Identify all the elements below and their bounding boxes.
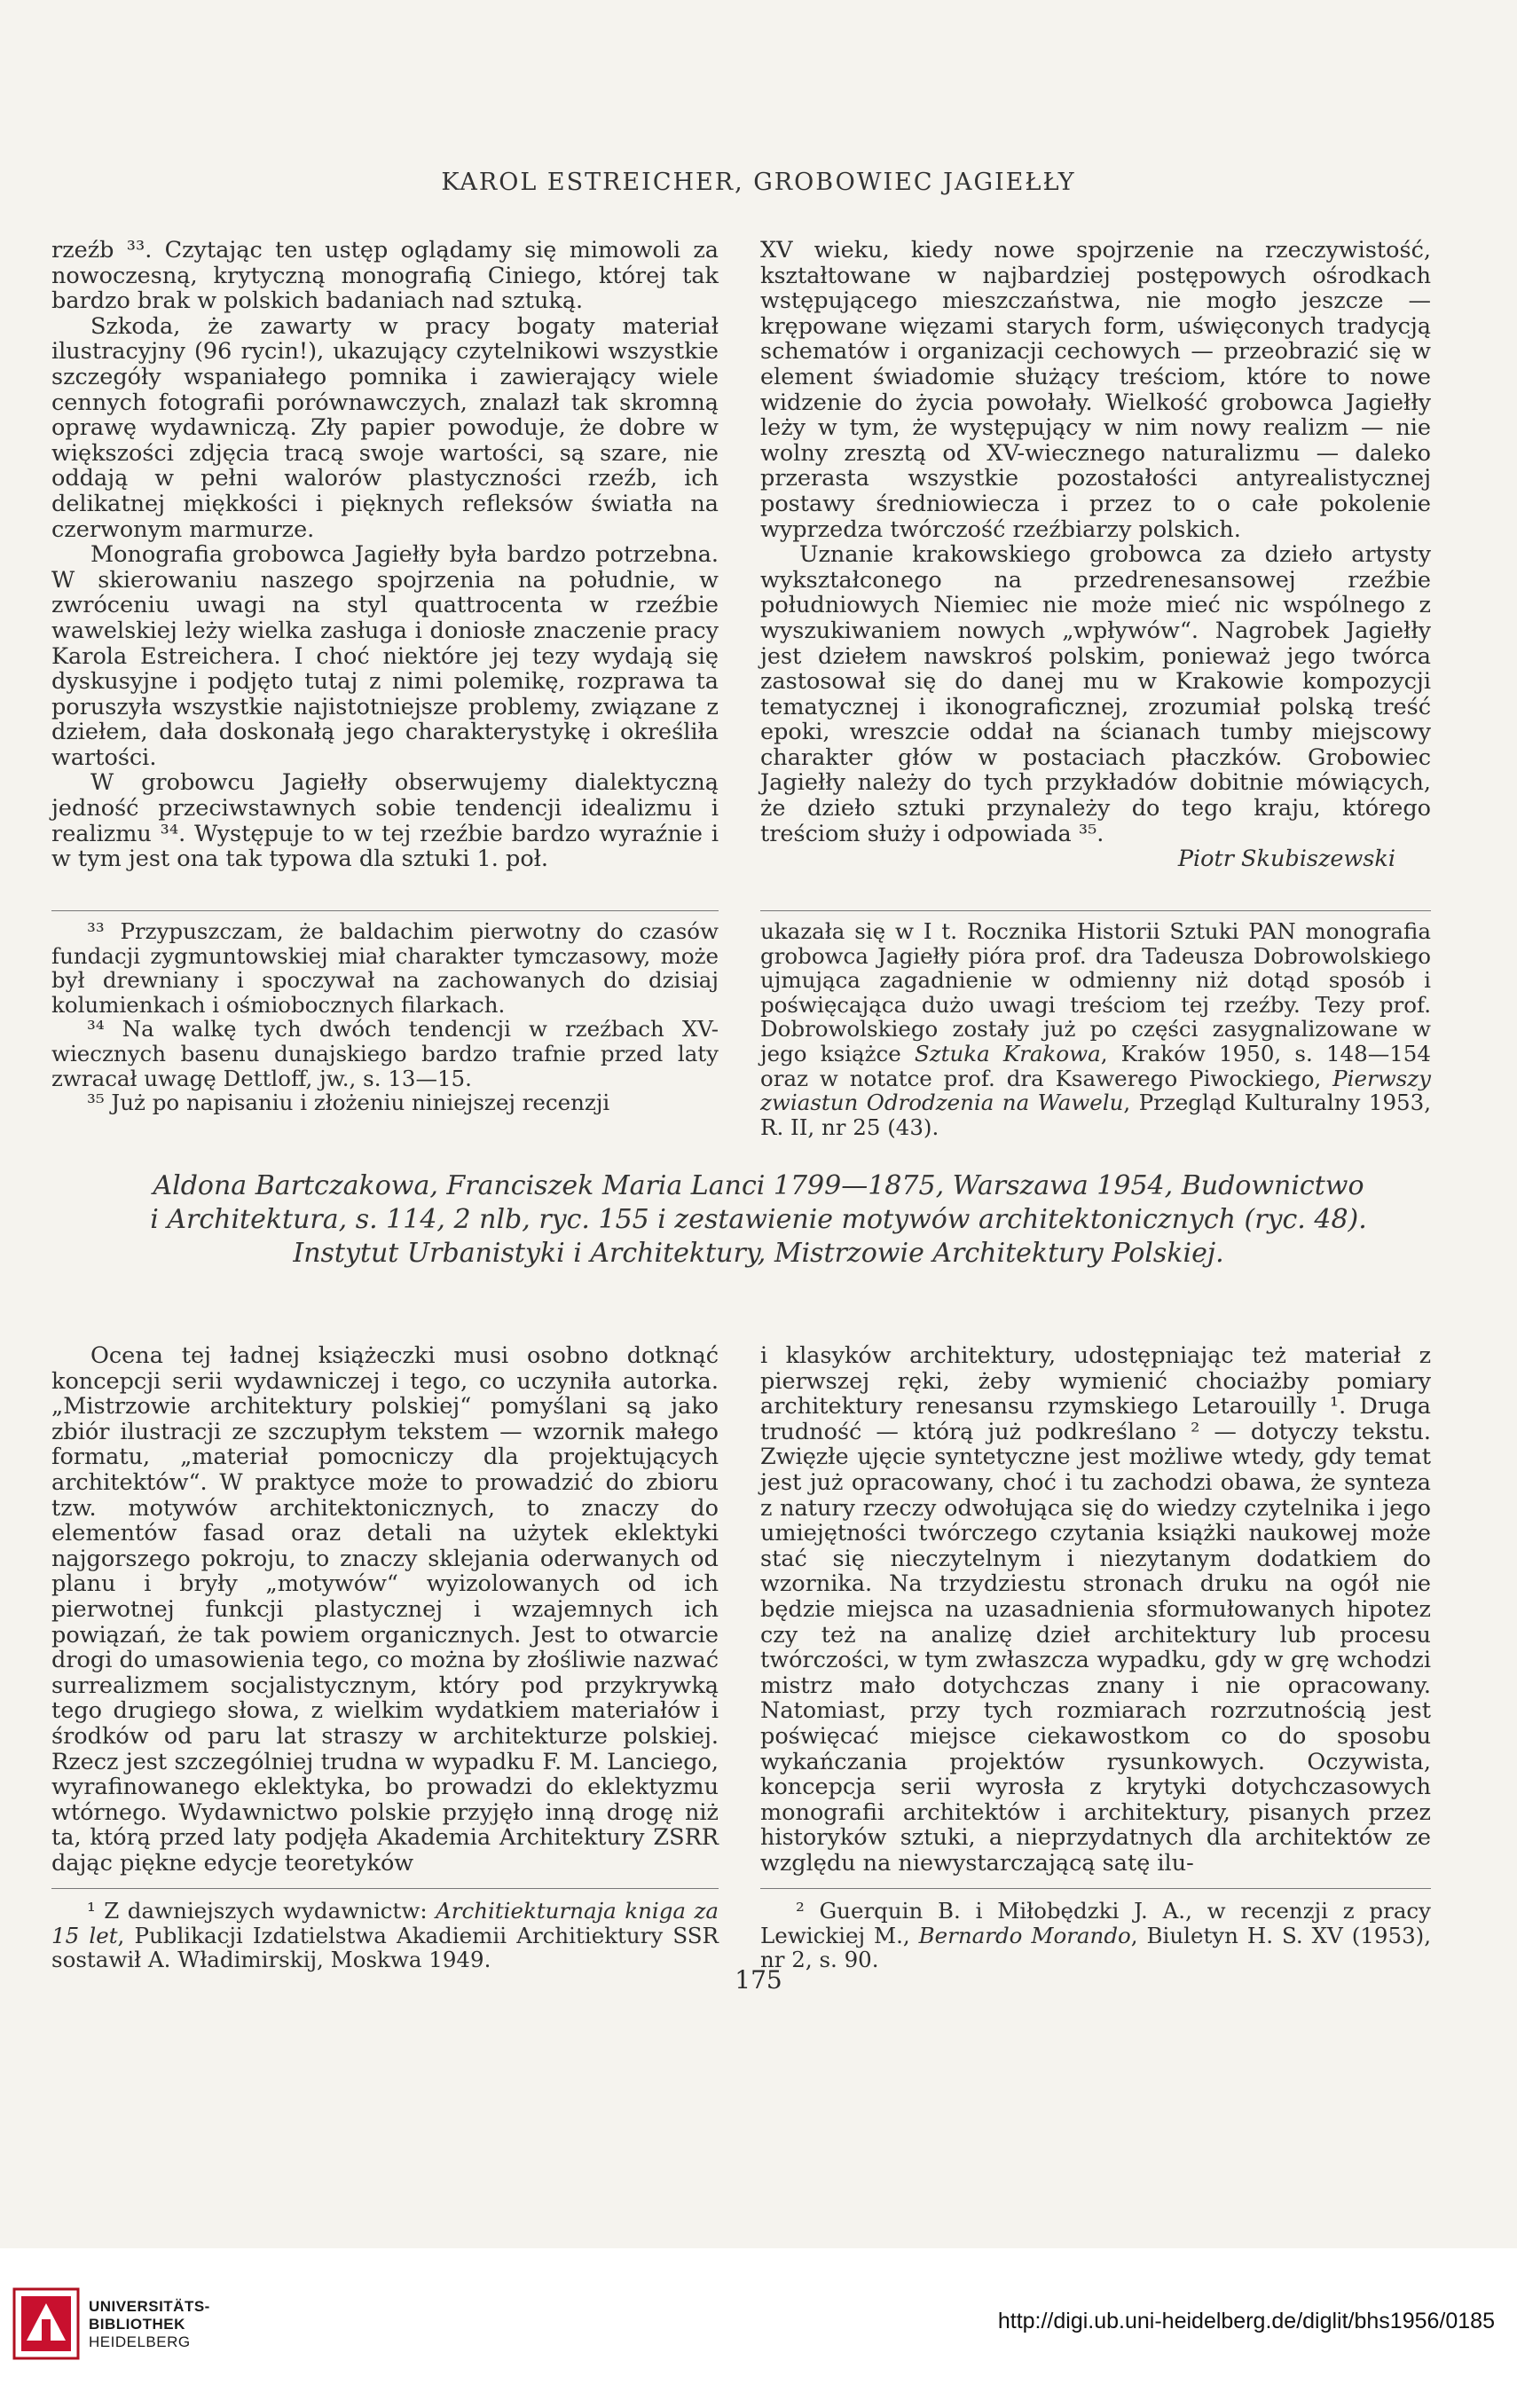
footnotes-upper-right xyxy=(760,919,1431,1139)
footnote: ³⁴ Na walkę tych dwóch tendencji w rzeźbach XV-wiecznych basenu dunajskiego bardzo trafnie przed laty zwracał uwagę Dettloff, jw., s. 13—15. xyxy=(51,1016,719,1091)
upper-right-column xyxy=(760,238,1431,872)
digitization-footer xyxy=(0,2248,1517,2408)
paragraph: i klasyków architektury, udostępniając też materiał z pierwszej ręki, żeby wymienić chociażby pomiary architektury renesansu rzymskiego Letarouilly ¹. Druga trudność — którą już podkreślano ² — dotyczy tekstu. Zwięzłe ujęcie syntetyczne jest możliwe wtedy, gdy temat jest już opracowany, choć i tu zachodzi obawa, że synteza z natury rzeczy odwołująca się do wiedzy czytelnika i jego umiejętności twórczego czytania książki naukowej może stać się nieczytelnym i niezytanym dodatkiem do wzornika. Na trzydziestu stronach druku na ogół nie będzie miejsca na uzasadnienia sformułowanych hipotez czy też na analizę dzieł architektury lub procesu twórczości, w tym zwłaszcza wypadku, gdy w grę wchodzi mistrz mało dotychczas znany i nie opracowany. Natomiast, przy tych rozmiarach rozrzutnością jest poświęcać miejsce ciekawostkom co do sposobu wykańczania projektów rysunkowych. Oczywista, koncepcja serii wyrosła z krytyki dotychczasowych monografii architektów i architektury, pisanych przez historyków sztuki, a nieprzydatnych dla architektów ze względu na niewystarczającą satę ilu- xyxy=(760,1342,1431,1877)
footnote: ³⁵ Już po napisaniu i złożeniu niniejszej recenzji xyxy=(87,1090,610,1116)
signature: Piotr Skubiszewski xyxy=(1177,846,1395,873)
footnote-separator xyxy=(51,1888,719,1889)
review-title xyxy=(53,1169,1464,1271)
paragraph: W grobowcu Jagiełły obserwujemy dialektyczną jedność przeciwstawnych sobie tendencji idealizmu i realizmu ³⁴. Występuje to w tej rzeźbie bardzo wyraźnie i w tym jest ona tak typowa dla sztuki 1. poł. xyxy=(51,769,719,873)
footnote-separator xyxy=(760,910,1431,911)
footnote-separator xyxy=(760,1888,1431,1889)
library-name: UNIVERSITÄTS- BIBLIOTHEK HEIDELBERG xyxy=(89,2298,210,2350)
paragraph: Szkoda, że zawarty w pracy bogaty materiał ilustracyjny (96 rycin!), ukazujący czytelnikowi wszystkie szczegóły wspaniałego pomnika i zawierający wiele cennych fotografii porównawczych, znalazł tak skromną oprawę wydawniczą. Zły papier powoduje, że dobre w większości zdjęcia tracą swoje wartości, są szare, nie oddają w pełni walorów plastyczności rzeźb, ich delikatnej miękkości i pięknych refleksów światła na czerwonym marmurze. xyxy=(51,312,719,543)
footnote-separator xyxy=(51,910,719,911)
footnote: ³³ Przypuszczam, że baldachim pierwotny do czasów fundacji zygmuntowskiej miał charakter tymczasowy, może był drewniany i spoczywał na zachowanych do dzisiaj kolumienkach i ośmiobocznych filarkach. xyxy=(51,918,719,1018)
footnotes-lower-right xyxy=(760,1899,1431,1972)
footnote: ² Guerquin B. i Miłobędzki J. A., w recenzji z pracy Lewickiej M., Bernardo Morando, Biuletyn H. S. XV (1953), nr 2, s. 90. xyxy=(760,1898,1432,1973)
title-line: i Architektura, s. 114, 2 nlb, ryc. 155 i zestawienie motywów architektonicznych (ryc. 48). xyxy=(150,1204,1367,1235)
title-line: Instytut Urbanistyki i Architektury, Mistrzowie Architektury Polskiej. xyxy=(293,1238,1224,1269)
footnotes-lower-left xyxy=(51,1899,719,1972)
footnotes-upper-left xyxy=(51,919,719,1115)
title-line: Aldona Bartczakowa, Franciszek Maria Lanci 1799—1875, Warszawa 1954, Budownictwo xyxy=(153,1170,1364,1201)
footnote: ¹ Z dawniejszych wydawnictw: Architiekturnaja kniga za 15 let, Publikacji Izdatielstwa Akadiemii Architiektury SSR sostawił A. Władimirskij, Moskwa 1949. xyxy=(51,1898,719,1973)
page-number: 175 xyxy=(735,1965,782,1995)
source-url-link[interactable]: http://digi.ub.uni-heidelberg.de/diglit/bhs1956/0185 xyxy=(997,2309,1495,2333)
lower-right-column xyxy=(760,1343,1431,1876)
paragraph: Monografia grobowca Jagiełły była bardzo potrzebna. W skierowaniu naszego spojrzenia na południe, w zwróceniu uwagi na styl quattrocenta w rzeźbie wawelskiej leży wielka zasługa i doniosłe znaczenie pracy Karola Estreichera. I choć niektóre jej tezy wydają się dyskusyjne i podjęto tutaj z nimi polemikę, rozprawa ta poruszyła wszystkie najistotniejsze problemy, związane z dziełem, dała doskonałą jego charakterystykę i określiła wartości. xyxy=(51,541,719,771)
footnote-continuation: ukazała się w I t. Rocznika Historii Sztuki PAN monografia grobowca Jagiełły pióra prof. dra Tadeusza Dobrowolskiego ujmująca zagadnienie w odmienny niż dotąd sposób i poświęcająca dużo uwagi treściom tej rzeźby. Tezy prof. Dobrowolskiego zostały już po części zasygnalizowane w jego książce Sztuka Krakowa, Kraków 1950, s. 148—154 oraz w notatce prof. dra Ksawerego Piwockiego, Pierwszy zwiastun Odrodzenia na Wawelu, Przegląd Kulturalny 1953, R. II, nr 25 (43). xyxy=(760,918,1431,1140)
paragraph: Ocena tej ładnej książeczki musi osobno dotknąć koncepcji serii wydawniczej i tego, co uczyniła autorka. „Mistrzowie architektury polskiej“ pomyślani są jako zbiór ilustracji ze szczupłym tekstem — wzornik małego formatu, „materiał pomocniczy dla projektujących architektów“. W praktyce może to prowadzić do zbioru tzw. motywów architektonicznych, to znaczy do elementów fasad oraz detali na użytek eklektyki najgorszego pokroju, to znaczy sklejania oderwanych od planu i bryły „motywów“ wyizolowanych od ich pierwotnej funkcji plastycznej i wzajemnych ich powiązań, że tak powiem organicznych. Jest to otwarcie drogi do umasowienia tego, co można by złośliwie nazwać surrealizmem socjalistycznym, który pod przykrywką tego drugiego słowa, z wielkim wydatkiem materiałów i środków od paru lat straszy w architekturze polskiej. Rzecz jest szczególniej trudna w wypadku F. M. Lanciego, wyrafinowanego eklektyka, bo prowadzi do eklektyzmu wtórnego. Wydawnictwo polskie przyjęło inną drogę niż ta, którą przed laty podjęła Akademia Architektury ZSRR dając piękne edycje teoretyków xyxy=(51,1342,719,1877)
paragraph: Uznanie krakowskiego grobowca za dzieło artysty wykształconego na przedrenesansowej rzeźbie południowych Niemiec nie może mieć nic wspólnego z wyszukiwaniem nowych „wpływów“. Nagrobek Jagiełły jest dziełem nawskroś polskim, ponieważ jego twórca zastosował się do danej mu w Krakowie kompozycji tematycznej i ikonograficznej, zrozumiał polską treść epoki, wreszcie oddał na ścianach tumby miejscowy charakter głów w postaciach płaczków. Grobowiec Jagiełły należy do tych przykładów dobitnie mówiących, że dzieło sztuki przynależy do tego kraju, którego treściom służy i odpowiada ³⁵. xyxy=(760,541,1431,847)
paragraph: rzeźb ³³. Czytając ten ustęp oglądamy się mimowoli za nowoczesną, krytyczną monografią Ciniego, której tak bardzo brak w polskich badaniach nad sztuką. xyxy=(51,237,719,315)
upper-left-column xyxy=(51,238,719,872)
lower-left-column xyxy=(51,1343,719,1876)
running-head: KAROL ESTREICHER, GROBOWIEC JAGIEŁŁY xyxy=(441,169,1076,196)
paragraph: XV wieku, kiedy nowe spojrzenie na rzeczywistość, kształtowane w najbardziej postępowych ośrodkach wstępującego mieszczaństwa, nie mogło jeszcze — krępowane więzami starych form, uświęconych tradycją schematów i organizacji cechowych — przeobrazić się w element świadomie służący treściom, które to nowe widzenie do życia powołały. Wielkość grobowca Jagiełły leży w tym, że występujący w nim nowy realizm — nie wolny zresztą od XV-wiecznego naturalizmu — daleko przerasta wszystkie pozostałości antyrealistycznej postawy średniowiecza i przez to o całe pokolenie wyprzedza twórczość rzeźbiarzy polskich. xyxy=(760,237,1431,543)
university-seal-icon xyxy=(12,2287,80,2360)
